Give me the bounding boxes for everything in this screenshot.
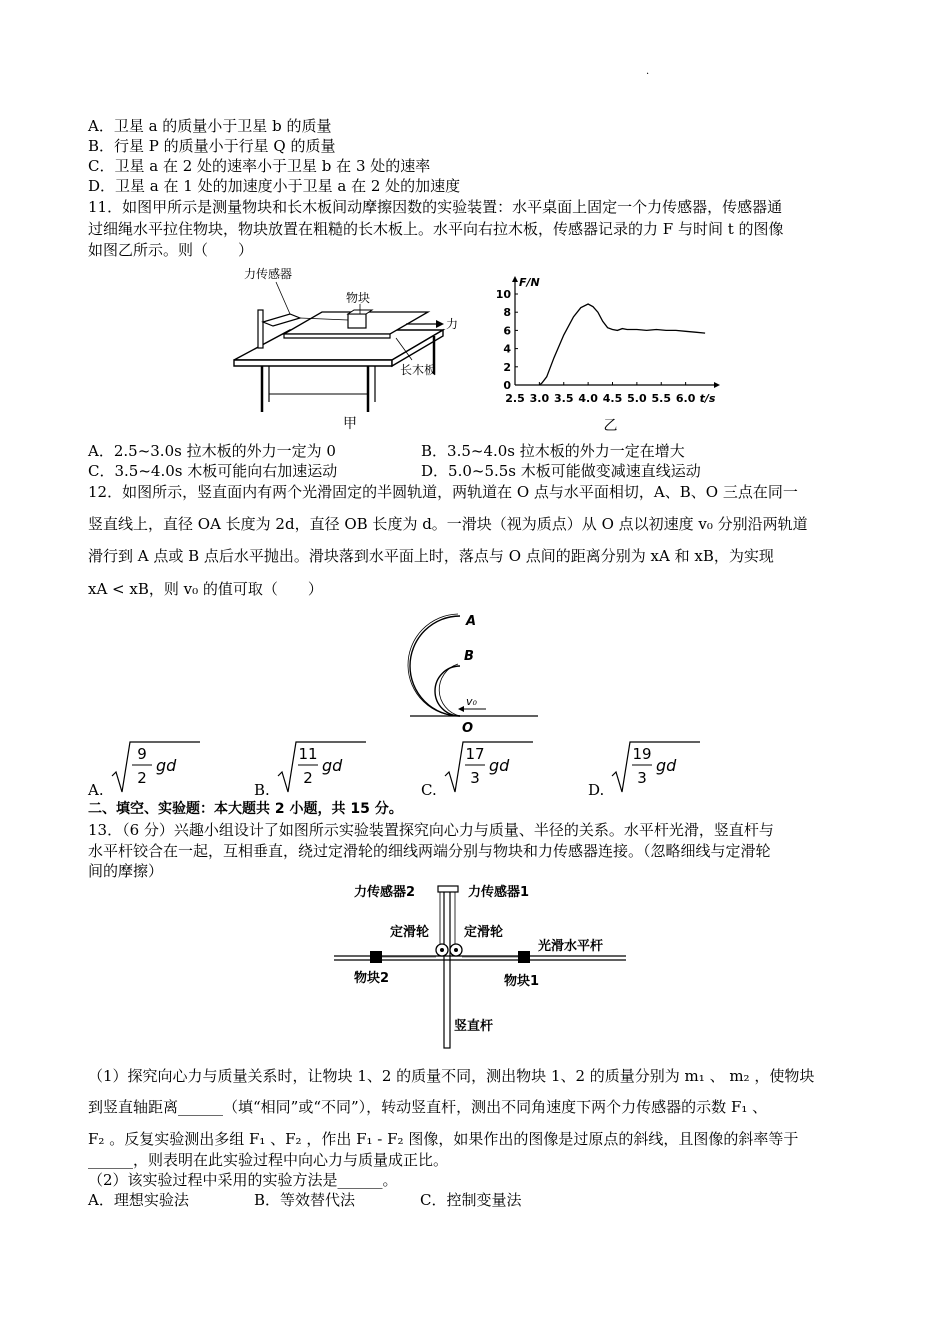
q11-force-time-chart [495, 270, 720, 435]
x-axis-arrow [714, 382, 720, 388]
y-tick-label: 8 [503, 306, 511, 320]
option-letter: B. [254, 781, 270, 799]
y-axis-label: F/N [519, 276, 540, 289]
sensor-label: 力传感器 [244, 267, 293, 281]
numerator: 19 [632, 745, 652, 763]
sensor1-label: 力传感器1 [468, 885, 530, 900]
x-tick-label: 3.0 [529, 392, 550, 405]
x-tick-label: 3.5 [554, 392, 574, 405]
pulley-left-label: 定滑轮 [390, 925, 430, 940]
series-line-f [539, 304, 705, 385]
board-label: 长木板 [400, 363, 437, 377]
point-a-label: A [466, 614, 477, 629]
q11-apparatus-figure [228, 262, 458, 434]
force-label: 力 [446, 317, 458, 331]
radicand-tail: gd [489, 756, 510, 775]
q13-part1-line4: ______，则表明在此实验过程中向心力与质量成正比。 [88, 1151, 449, 1169]
y-tick-label: 4 [503, 342, 511, 356]
numerator: 11 [298, 745, 318, 763]
q12-stem-line2: 竖直线上，直径 OA 长度为 2d，直径 OB 长度为 d。一滑块（视为质点）从 O 点以初速度 v₀ 分别沿两轨道 [88, 515, 808, 533]
sqrt-expression [276, 738, 371, 798]
q11-option-b: B．3.5~4.0s 拉木板的外力一定在增大 [421, 442, 685, 460]
numerator: 17 [465, 745, 485, 763]
v0-label: v₀ [466, 695, 477, 708]
point-b-label: B [464, 649, 474, 664]
denominator: 3 [637, 769, 647, 787]
denominator: 2 [137, 769, 147, 787]
q13-option-c: C．控制变量法 [420, 1191, 522, 1209]
numerator: 9 [137, 745, 147, 763]
q10-option-d: D．卫星 a 在 1 处的加速度小于卫星 a 在 2 处的加速度 [88, 177, 461, 195]
fig-caption-jia: 甲 [343, 416, 357, 432]
q11-option-a: A．2.5~3.0s 拉木板的外力一定为 0 [88, 442, 336, 460]
sqrt-expression [610, 738, 705, 798]
q13-option-a: A．理想实验法 [88, 1191, 189, 1209]
q11-option-c: C．3.5~4.0s 木板可能向右加速运动 [88, 462, 338, 480]
x-tick-label: 4.0 [578, 392, 598, 405]
section-2-heading: 二、填空、实验题：本大题共 2 小题，共 15 分。 [88, 801, 403, 817]
radicand-tail: gd [156, 756, 177, 775]
q12-stem-line1: 12．如图所示，竖直面内有两个光滑固定的半圆轨道，两轨道在 O 点与水平面相切，A、B、O 三点在同一 [88, 483, 798, 501]
q12-stem-line4: xA < xB，则 v₀ 的值可取（ ） [88, 580, 323, 598]
point-o-label: O [462, 721, 474, 736]
y-tick-label: 0 [503, 379, 511, 392]
y-axis-arrow [512, 276, 518, 282]
q10-option-c: C．卫星 a 在 2 处的速率小于卫星 b 在 3 处的速率 [88, 157, 431, 175]
x-tick-label: 5.0 [627, 392, 647, 405]
x-tick-label: 6.0 [675, 392, 696, 405]
q12-option-d [588, 738, 708, 798]
y-tick-label: 6 [503, 324, 511, 338]
q13-stem-line1: 13．（6 分）兴趣小组设计了如图所示实验装置探究向心力与质量、半径的关系。水平杆光滑，竖直杆与 [88, 821, 774, 839]
horizontal-rod-label: 光滑水平杆 [538, 939, 604, 954]
option-letter: D. [588, 781, 605, 799]
block2-label: 物块2 [354, 971, 390, 986]
q11-stem-line2: 过细绳水平拉住物块，物块放置在粗糙的长木板上。水平向右拉木板，传感器记录的力 F 与时间 t 的图像 [88, 220, 784, 238]
q12-option-b [254, 738, 374, 798]
fig-caption-yi: 乙 [603, 418, 618, 434]
y-tick-label: 2 [503, 360, 511, 374]
q12-track-figure [400, 605, 550, 737]
x-tick-label: 5.5 [651, 392, 671, 405]
q13-stem-line3: 间的摩擦） [88, 862, 164, 880]
q12-option-c [421, 738, 541, 798]
sqrt-expression [110, 738, 205, 798]
y-tick-label: 10 [495, 288, 511, 301]
x-tick-label: 2.5 [505, 392, 525, 405]
sqrt-expression [443, 738, 538, 798]
x-tick-label: 4.5 [602, 392, 623, 405]
q11-option-d: D．5.0~5.5s 木板可能做变减速直线运动 [421, 462, 701, 480]
denominator: 2 [303, 769, 313, 787]
q11-stem-line1: 11．如图甲所示是测量物块和长木板间动摩擦因数的实验装置：水平桌面上固定一个力传感器，传感器通 [88, 198, 783, 216]
vertical-rod-label: 竖直杆 [454, 1019, 494, 1034]
q13-part1-line3: F₂ 。反复实验测出多组 F₁ 、F₂ ，作出 F₁ - F₂ 图像，如果作出的图像是过原点的斜线，且图像的斜率等于 [88, 1130, 799, 1148]
q13-part2: （2）该实验过程中采用的实验方法是______。 [88, 1171, 398, 1189]
radicand-tail: gd [656, 756, 677, 775]
option-letter: C. [421, 781, 437, 799]
pulley-right-label: 定滑轮 [464, 925, 504, 940]
q13-apparatus-figure [330, 878, 630, 1056]
radicand-tail: gd [322, 756, 343, 775]
q13-part1-line2: 到竖直轴距离______（填“相同”或“不同”），转动竖直杆，测出不同角速度下两个力传感器的示数 F₁ 、 [88, 1098, 768, 1116]
q10-option-b: B．行星 P 的质量小于行星 Q 的质量 [88, 137, 336, 155]
sensor2-label: 力传感器2 [354, 885, 416, 900]
q11-stem-line3: 如图乙所示。则（ ） [88, 241, 254, 259]
block-label: 物块 [346, 291, 371, 305]
q12-stem-line3: 滑行到 A 点或 B 点后水平抛出。滑块落到水平面上时，落点与 O 点间的距离分别为 xA 和 xB，为实现 [88, 547, 774, 565]
q13-part1-line1: （1）探究向心力与质量关系时，让物块 1、2 的质量不同，测出物块 1、2 的质量分别为 m₁ 、 m₂ ，使物块 [88, 1067, 815, 1085]
q12-option-a [88, 738, 208, 798]
block1-label: 物块1 [504, 974, 540, 989]
denominator: 3 [470, 769, 480, 787]
header-dot: . [646, 66, 650, 77]
x-axis-label: t/s [699, 392, 716, 405]
q13-option-b: B．等效替代法 [254, 1191, 356, 1209]
q10-option-a: A．卫星 a 的质量小于卫星 b 的质量 [88, 117, 332, 135]
option-letter: A. [88, 781, 104, 799]
q13-stem-line2: 水平杆铰合在一起，互相垂直，绕过定滑轮的细线两端分别与物块和力传感器连接。（忽略细线与定滑轮 [88, 842, 771, 860]
